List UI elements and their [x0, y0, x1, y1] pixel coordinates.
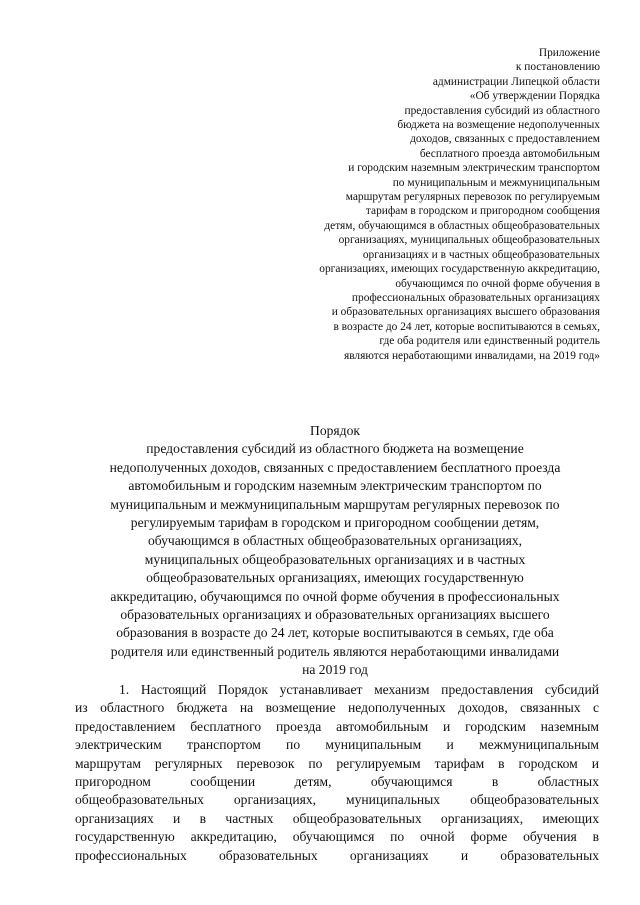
body-line: электрическим транспортом по муниципальным и межмуниципальным	[75, 737, 599, 753]
title-line: общеобразовательных организациях, имеющих государственную	[146, 570, 524, 586]
appendix-line: бюджета на возмещение недополученных	[397, 119, 600, 132]
body-line: организациях и в частных общеобразовательных организациях, имеющих	[75, 810, 599, 826]
title-line: автомобильным и городским наземным электрическим транспортом по	[128, 478, 542, 494]
title-line: образования в возрасте до 24 лет, которые воспитываются в семьях, где оба	[116, 625, 554, 641]
title-line: аккредитацию, обучающимся по очной форме обучения в профессиональных	[110, 588, 560, 604]
body-line: пригородном сообщении детям, обучающимся в областных	[75, 774, 599, 790]
title-line: муниципальных общеобразовательных организациях и в частных	[144, 551, 526, 567]
appendix-line: доходов, связанных с предоставлением	[410, 133, 600, 146]
appendix-line: к постановлению	[515, 61, 600, 74]
body-line: маршрутам регулярных перевозок по регулируемым тарифам в городском и	[75, 755, 599, 771]
appendix-header	[240, 46, 600, 363]
appendix-line: и образовательных организациях высшего образования	[331, 306, 600, 319]
title-line: образовательных организациях и образовательных организациях высшего	[120, 607, 550, 623]
body-paragraph	[75, 681, 599, 865]
appendix-line: предоставления субсидий из областного	[404, 104, 600, 117]
appendix-line: являются неработающими инвалидами, на 2019 год»	[343, 349, 600, 362]
appendix-line: организациях и в частных общеобразовательных	[362, 248, 600, 261]
title-line: родителя или единственный родитель являются неработающими инвалидами	[110, 643, 560, 659]
appendix-line: Приложение	[538, 47, 600, 59]
appendix-line: где оба родителя или единственный родитель	[379, 335, 600, 348]
title-line: на 2019 год	[302, 662, 368, 678]
appendix-line: бесплатного проезда автомобильным	[419, 147, 600, 160]
appendix-line: организациях, имеющих государственную аккредитацию,	[319, 263, 600, 276]
appendix-line: по муниципальным и межмуниципальным	[392, 176, 600, 189]
appendix-line: профессиональных образовательных организациях	[351, 291, 600, 304]
body-line: государственную аккредитацию, обучающимся по очной форме обучения в	[75, 829, 599, 845]
title-line: Порядок	[310, 423, 360, 438]
appendix-line: тарифам в городском и пригородном сообщения	[365, 205, 600, 218]
appendix-line: в возрасте до 24 лет, которые воспитываются в семьях,	[333, 320, 600, 333]
appendix-line: организациях, муниципальных общеобразовательных	[338, 234, 600, 247]
document-title	[70, 422, 600, 680]
appendix-line: маршрутам регулярных перевозок по регулируемым	[345, 191, 600, 204]
appendix-line: обучающимся по очной форме обучения в	[395, 277, 600, 290]
body-line: предоставлением бесплатного проезда автомобильным и городским наземным	[75, 718, 599, 734]
title-line: регулируемым тарифам в городском и пригородном сообщении детям,	[130, 515, 540, 531]
body-line: профессиональных образовательных организациях и образовательных	[75, 847, 599, 863]
body-line: из областного бюджета на возмещение недополученных доходов, связанных с	[75, 700, 599, 716]
appendix-line: администрации Липецкой области	[432, 75, 600, 88]
title-line: предоставления субсидий из областного бюджета на возмещение	[146, 441, 524, 457]
appendix-line: детям, обучающимся в областных общеобразовательных	[324, 219, 600, 232]
body-line: 1. Настоящий Порядок устанавливает механизм предоставления субсидий	[119, 682, 599, 697]
title-line: муниципальным и межмуниципальным маршрутам регулярных перевозок по	[110, 496, 560, 512]
body-line: общеобразовательных организациях, муниципальных общеобразовательных	[75, 792, 599, 808]
appendix-line: и городским наземным электрическим транспортом	[348, 162, 600, 175]
title-line: обучающимся в областных общеобразовательных организациях,	[147, 533, 523, 549]
appendix-line: «Об утверждении Порядка	[469, 90, 600, 103]
title-line: недополученных доходов, связанных с предоставлением бесплатного проезда	[109, 459, 561, 475]
